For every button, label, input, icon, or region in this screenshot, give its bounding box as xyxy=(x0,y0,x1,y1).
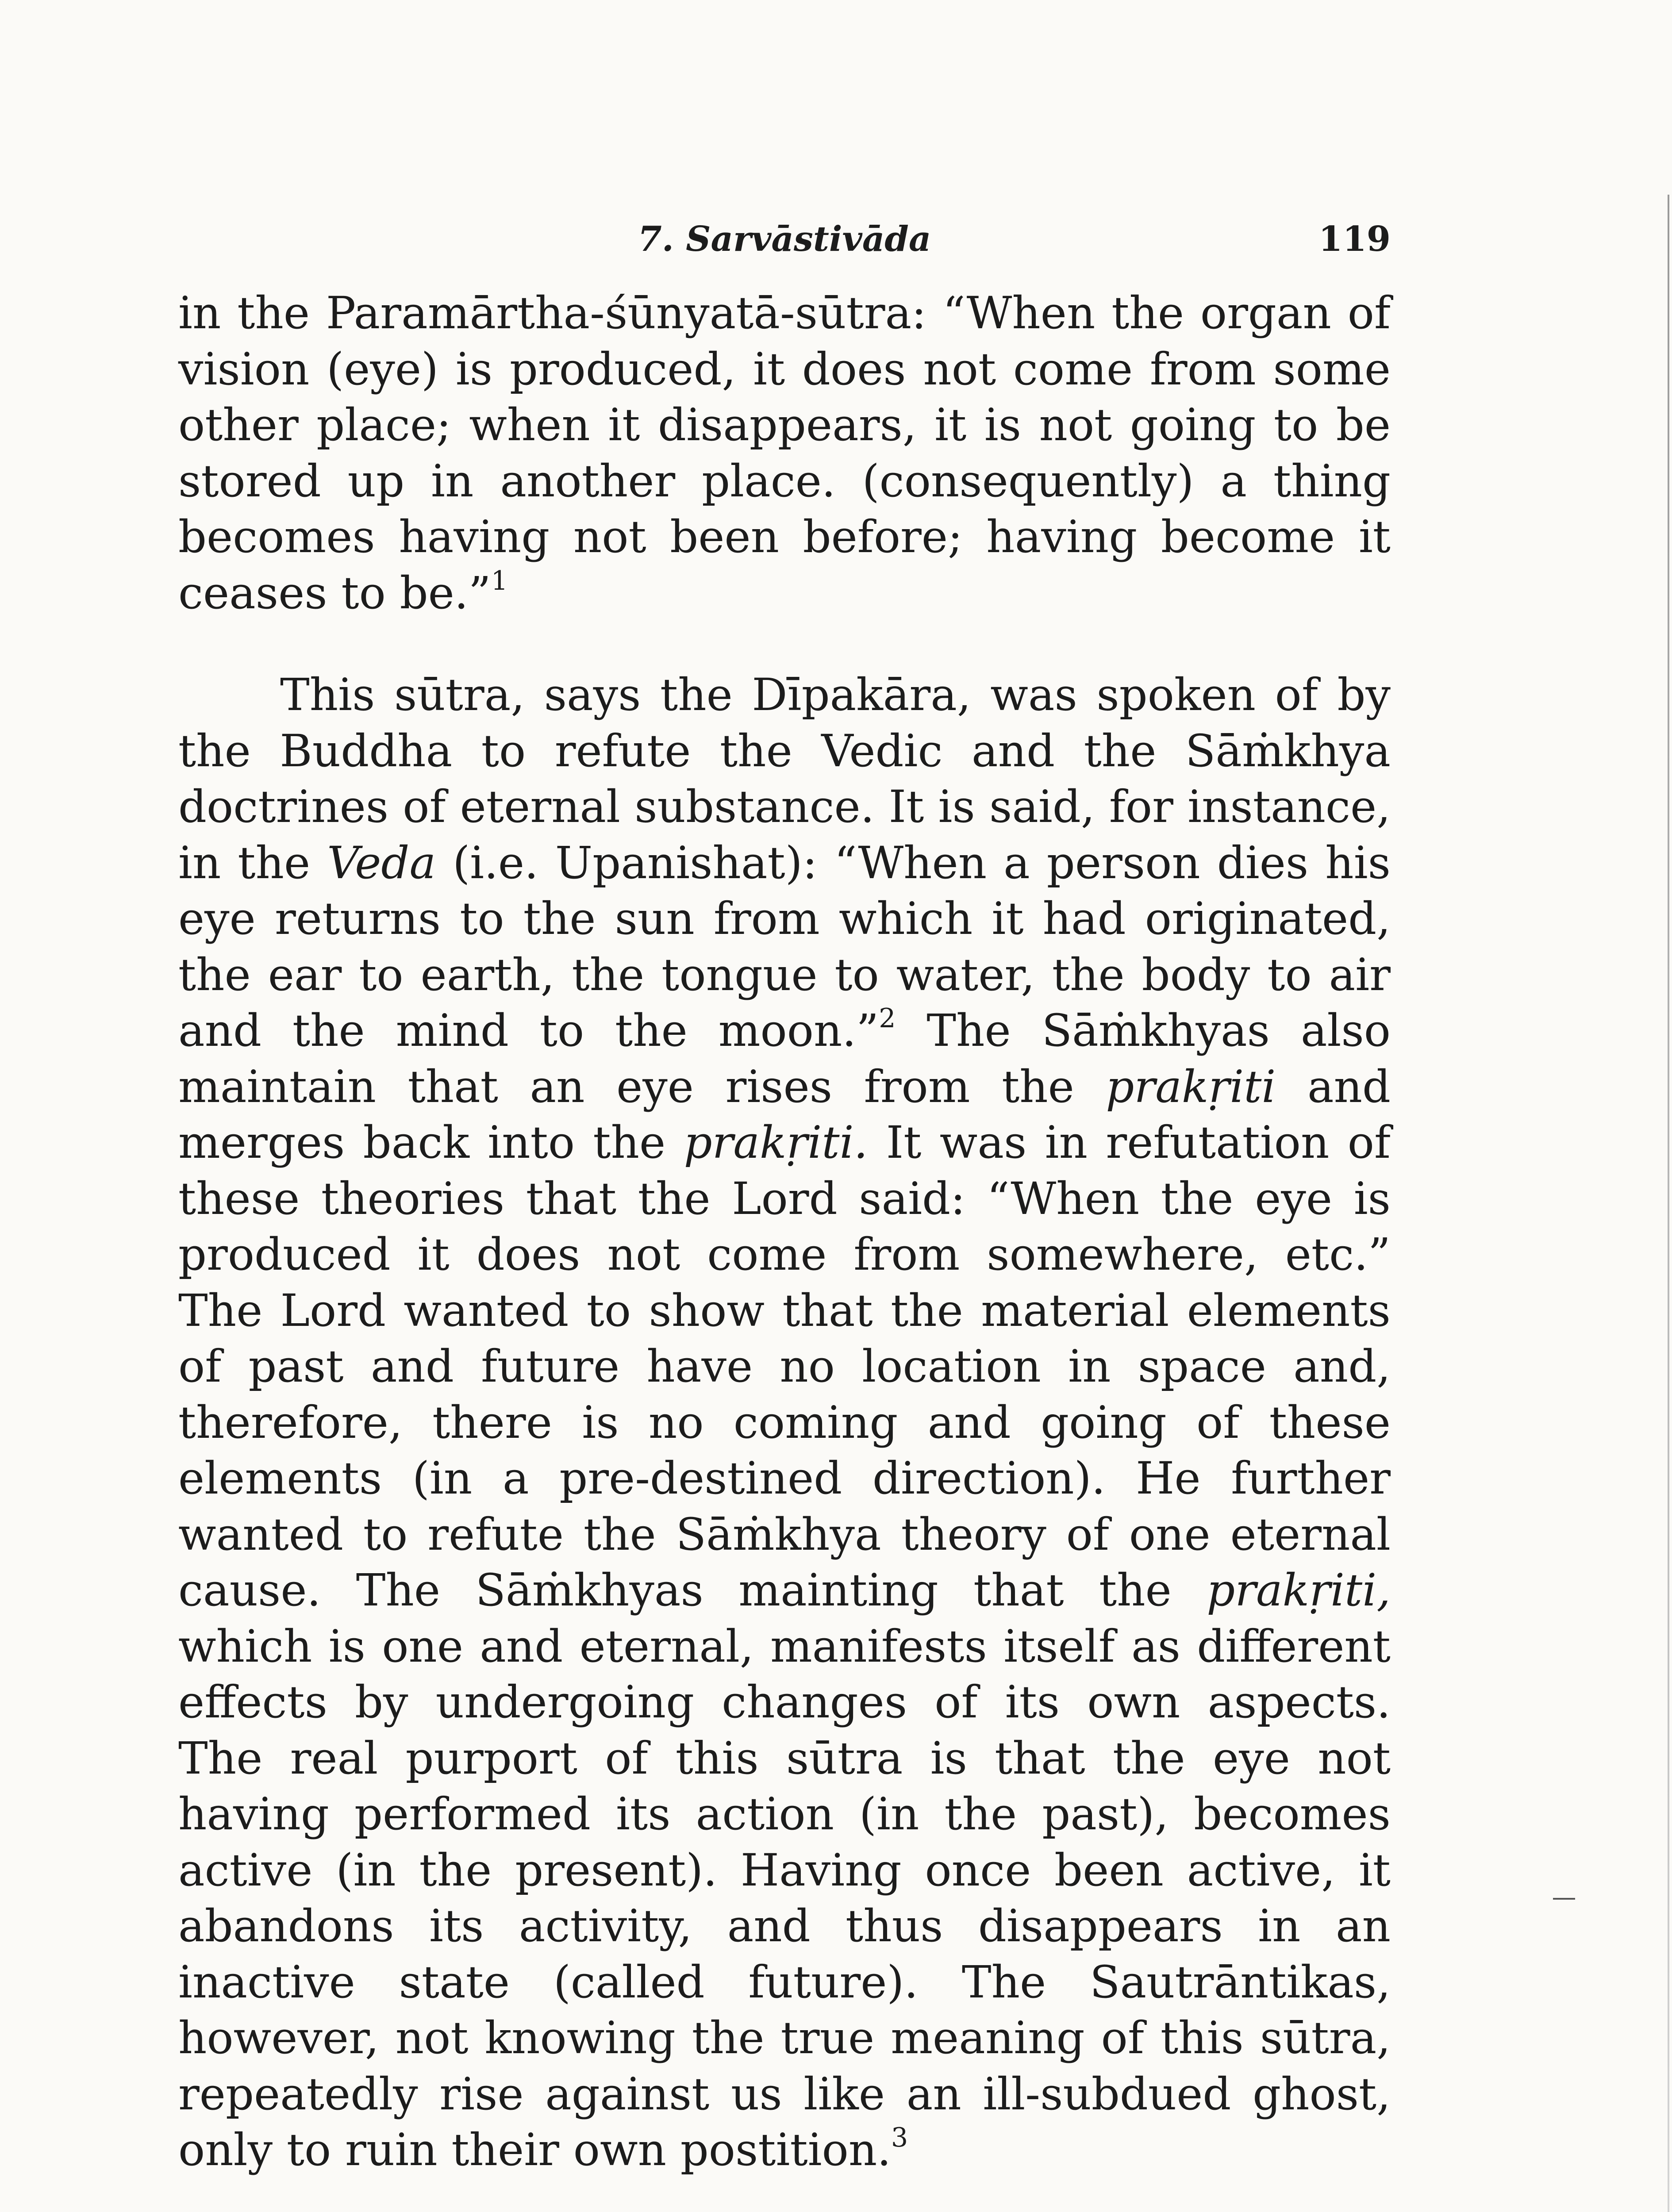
chapter-title: 7. Sarvāstivāda xyxy=(638,219,931,259)
running-header xyxy=(178,219,1391,272)
text-run: which is one and eternal, manifests itself as different effects by undergoing changes of its own aspects. The real purport of this sūtra is that the eye not having performed its action (in the past), becomes active (in the present). Having once been active, it abandons its activity, and thus disappears in an inactive state (called future). The Sautrāntikas, however, not knowing the true meaning of this sūtra, repeatedly rise against us like an ill-subdued ghost, only to ruin their own postition. xyxy=(178,1620,1391,2176)
footnote-ref-1[interactable]: 1 xyxy=(491,565,508,596)
paragraph-1 xyxy=(178,285,1391,621)
text-run: and merges back into the xyxy=(178,1060,1391,1168)
text-run: (i.e. Upanishat): “When a person dies his eye returns to the sun from which it had originated, the ear to earth, the tongue to water, the body to air and the mind to the moon.” xyxy=(178,837,1391,1056)
text-run: This sūtra, says the Dīpakāra, was spoken of by the Buddha to refute the Vedic and the Sāṁkhya doctrines of eternal substance. It is said, for instance, in the xyxy=(178,669,1391,889)
paragraph-1-text: in the Paramārtha-śūnyatā-sūtra: “When the organ of vision (eye) is produced, it does not come from some other place; when it disappears, it is not going to be stored up in another place. (consequently) a thing becomes having not been before; having become it ceases to be.” xyxy=(178,287,1391,619)
footnote-ref-3[interactable]: 3 xyxy=(891,2122,908,2153)
italic-veda: Veda xyxy=(327,837,436,889)
italic-prakriti: prakṛiti xyxy=(1106,1060,1276,1113)
footnote-ref-2[interactable]: 2 xyxy=(879,1003,896,1034)
page-number: 119 xyxy=(1318,219,1391,259)
margin-mark xyxy=(1553,1898,1575,1900)
italic-prakriti: prakṛiti, xyxy=(1207,1564,1391,1616)
text-run: The Sāṁkhyas also maintain that an eye rises from the xyxy=(178,1005,1391,1113)
italic-prakriti: prakṛiti. xyxy=(684,1117,868,1168)
paragraph-2 xyxy=(178,667,1391,2178)
body-text xyxy=(178,285,1391,2212)
page-edge-shadow xyxy=(1668,195,1669,2212)
text-run: It was in refutation of these theories that the Lord said: “When the eye is produced it does not come from somewhere, etc.” The Lord wanted to show that the material elements of past and future have no location in space and, therefore, there is no coming and going of these elements (in a pre-destined direction). He further wanted to refute the Sāṁkhya theory of one eternal cause. The Sāṁkhyas mainting that the xyxy=(178,1117,1391,1616)
